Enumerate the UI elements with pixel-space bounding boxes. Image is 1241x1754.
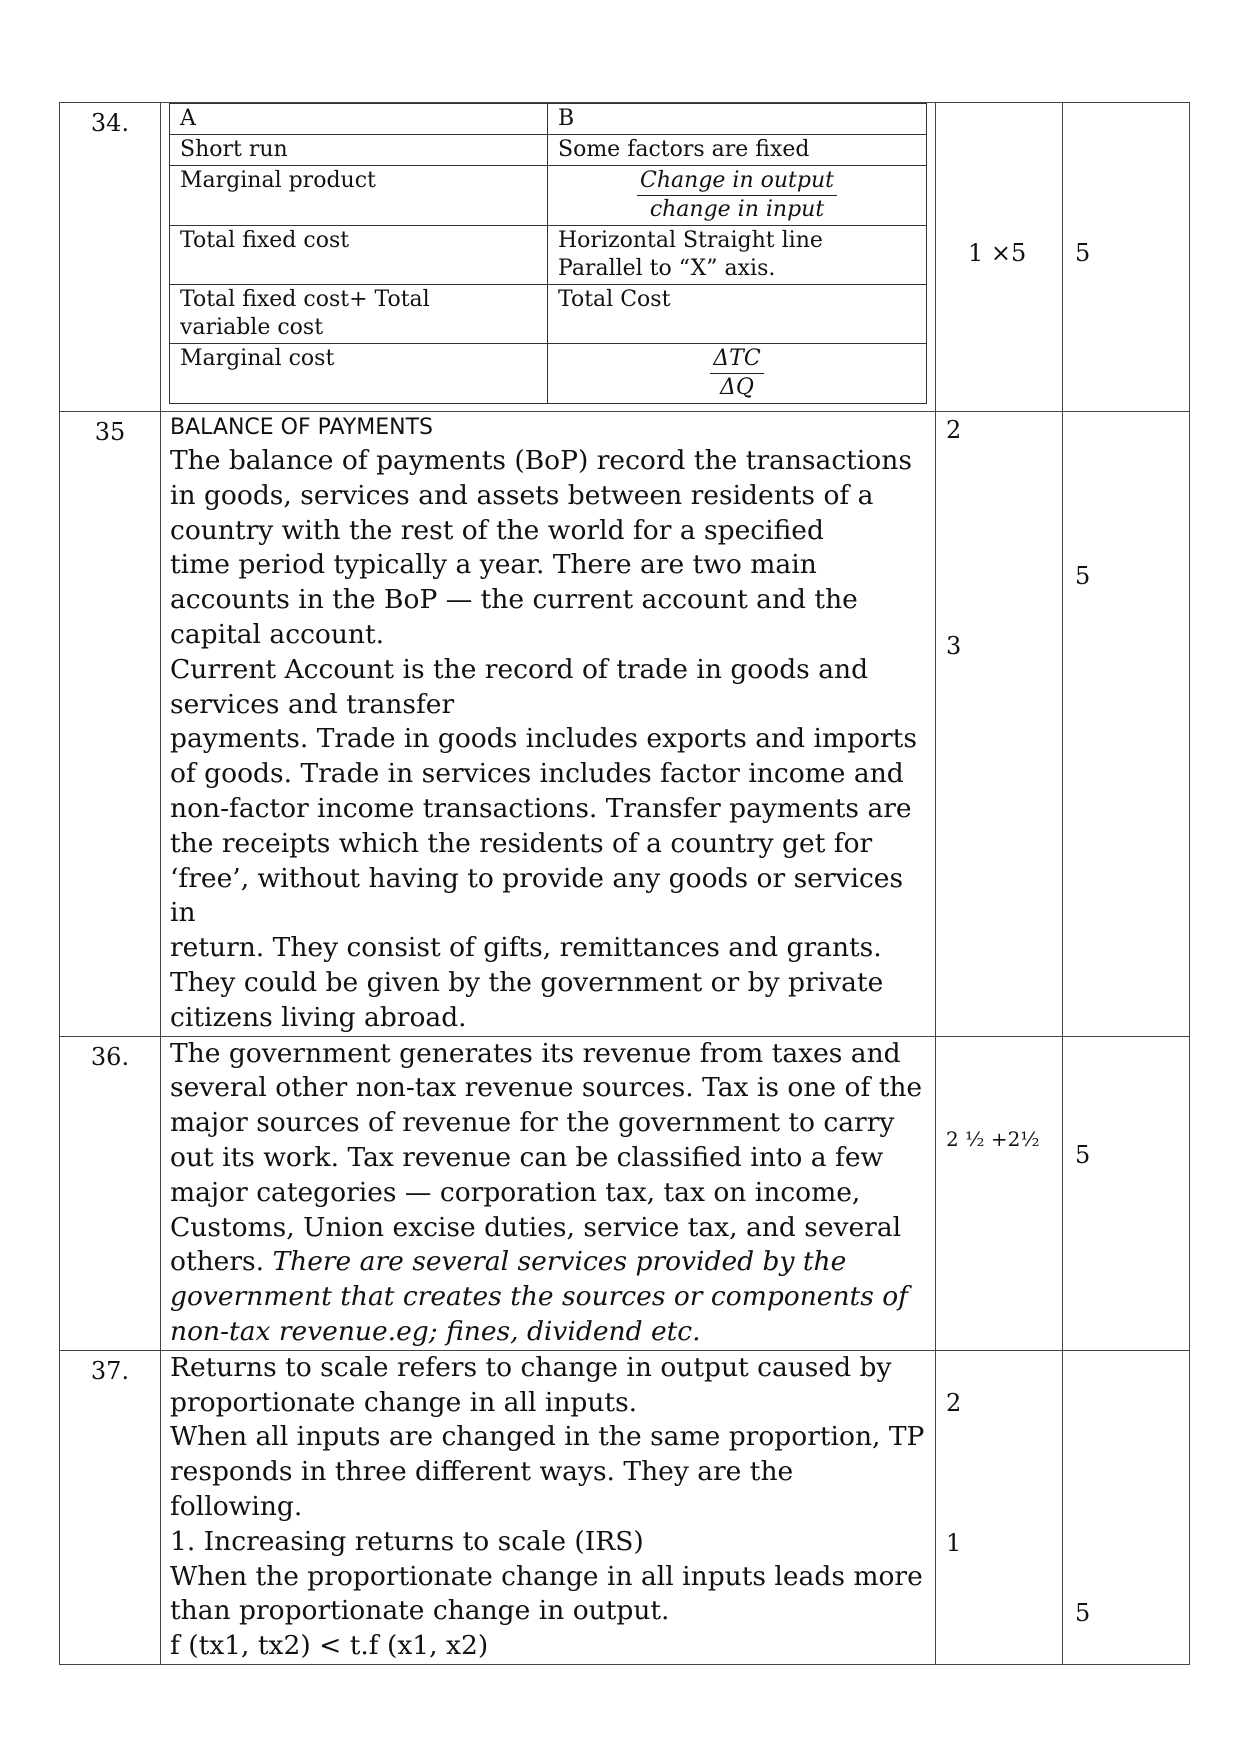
text-line: f (tx1, tx2) < t.f (x1, x2) (170, 1630, 489, 1662)
match-table-wrapper (161, 103, 935, 404)
text-line: Returns to scale refers to change in output caused by (170, 1351, 892, 1383)
text-line: payments. Trade in goods includes exports and imports (170, 723, 917, 755)
match-b-line: Parallel to “X” axis. (558, 256, 776, 281)
match-a: Marginal cost (170, 344, 548, 404)
match-b (548, 166, 927, 226)
answer-text (161, 1351, 935, 1664)
match-a: Total fixed cost (170, 226, 548, 285)
text-line: When all inputs are changed in the same proportion, TP (170, 1421, 925, 1453)
match-b: Some factors are fixed (548, 135, 927, 166)
marks-cell (936, 1350, 1063, 1664)
text-line: When the proportionate change in all inputs leads more (170, 1560, 923, 1592)
text-line: ‘free’, without having to provide any goods or services in (170, 862, 904, 929)
match-b: Total Cost (548, 285, 927, 344)
total-value: 5 (1075, 1598, 1091, 1627)
fraction-numerator: ΔTC (710, 345, 763, 374)
fraction (637, 167, 837, 224)
section-heading: BALANCE OF PAYMENTS (170, 415, 434, 440)
text-line: the receipts which the residents of a country get for (170, 827, 873, 859)
marks-value: 2 (946, 416, 962, 444)
text-line: out its work. Tax revenue can be classified into a few (170, 1141, 884, 1173)
text-line: in goods, services and assets between residents of a (170, 479, 874, 511)
fraction-denominator: ΔQ (720, 375, 754, 400)
answer-key-table (59, 102, 1190, 1665)
text-line: Customs, Union excise duties, service tax, and several (170, 1211, 902, 1243)
match-row (170, 285, 927, 344)
text-line: non-tax revenue.eg; fines, dividend etc. (170, 1315, 701, 1347)
match-row (170, 344, 927, 404)
question-row-34 (60, 103, 1190, 412)
question-number: 35 (60, 412, 161, 1037)
match-row (170, 166, 927, 226)
marks-cell (936, 1036, 1063, 1350)
text-line: government that creates the sources or components of (170, 1281, 908, 1313)
text-line: accounts in the BoP — the current account and the (170, 584, 858, 616)
text-line: of goods. Trade in services includes factor income and (170, 758, 904, 790)
total-value: 5 (1075, 239, 1091, 267)
question-number: 37. (60, 1350, 161, 1664)
column-a-header: A (170, 104, 548, 135)
text-line: several other non-tax revenue sources. Tax is one of the (170, 1072, 923, 1104)
text-line: time period typically a year. There are two main (170, 549, 817, 581)
total-cell (1063, 412, 1190, 1037)
question-number: 36. (60, 1036, 161, 1350)
question-row-36 (60, 1036, 1190, 1350)
fraction (710, 345, 763, 402)
text-line: Current Account is the record of trade in goods and (170, 653, 869, 685)
text-line: major categories — corporation tax, tax on income, (170, 1176, 861, 1208)
marks-value: 2 ½ +2½ (946, 1126, 1040, 1151)
text-line: responds in three different ways. They are the (170, 1456, 794, 1488)
match-row (170, 226, 927, 285)
marks-value: 1 ×5 (968, 239, 1027, 267)
marks-value: 1 (946, 1528, 962, 1557)
match-table (169, 103, 927, 404)
text-line: proportionate change in all inputs. (170, 1386, 638, 1418)
match-table-header (170, 104, 927, 135)
total-cell (1063, 103, 1190, 412)
fraction-denominator: change in input (649, 197, 825, 222)
question-row-35 (60, 412, 1190, 1037)
text-line: non-factor income transactions. Transfer payments are (170, 792, 912, 824)
column-b-header: B (548, 104, 927, 135)
match-a: Marginal product (170, 166, 548, 226)
text-line: They could be given by the government or by private (170, 966, 884, 998)
question-row-37 (60, 1350, 1190, 1664)
text-line: than proportionate change in output. (170, 1595, 670, 1627)
total-cell (1063, 1036, 1190, 1350)
text-span: others. (170, 1246, 273, 1278)
text-line: following. (170, 1490, 303, 1522)
match-b (548, 226, 927, 285)
italic-span: There are several services provided by the (272, 1246, 847, 1278)
total-cell (1063, 1350, 1190, 1664)
text-line: services and transfer (170, 688, 455, 720)
text-line: citizens living abroad. (170, 1001, 467, 1033)
text-line: The balance of payments (BoP) record the transactions (170, 445, 912, 476)
text-line: return. They consist of gifts, remittances and grants. (170, 932, 882, 964)
text-line: capital account. (170, 618, 385, 650)
match-a (170, 285, 548, 344)
match-a: Short run (170, 135, 548, 166)
match-row (170, 135, 927, 166)
match-b (548, 344, 927, 404)
total-value: 5 (1075, 562, 1091, 590)
question-number: 34. (60, 103, 161, 412)
answer-text (161, 412, 935, 1036)
fraction-numerator: Change in output (637, 167, 837, 196)
marks-value: 2 (946, 1388, 962, 1417)
marks-value: 3 (946, 632, 962, 660)
text-line (170, 1245, 929, 1280)
match-a-line: Total fixed cost+ Total (180, 287, 430, 312)
total-value: 5 (1075, 1140, 1091, 1169)
answer-text (161, 1037, 935, 1350)
marks-cell (936, 412, 1063, 1037)
text-line: The government generates its revenue from taxes and (170, 1037, 901, 1069)
marks-cell (936, 103, 1063, 412)
text-line: major sources of revenue for the government to carry (170, 1107, 895, 1139)
text-line: country with the rest of the world for a specified (170, 514, 824, 546)
match-b-line: Horizontal Straight line (558, 228, 823, 253)
match-a-line: variable cost (180, 315, 324, 340)
text-line: 1. Increasing returns to scale (IRS) (170, 1525, 644, 1557)
